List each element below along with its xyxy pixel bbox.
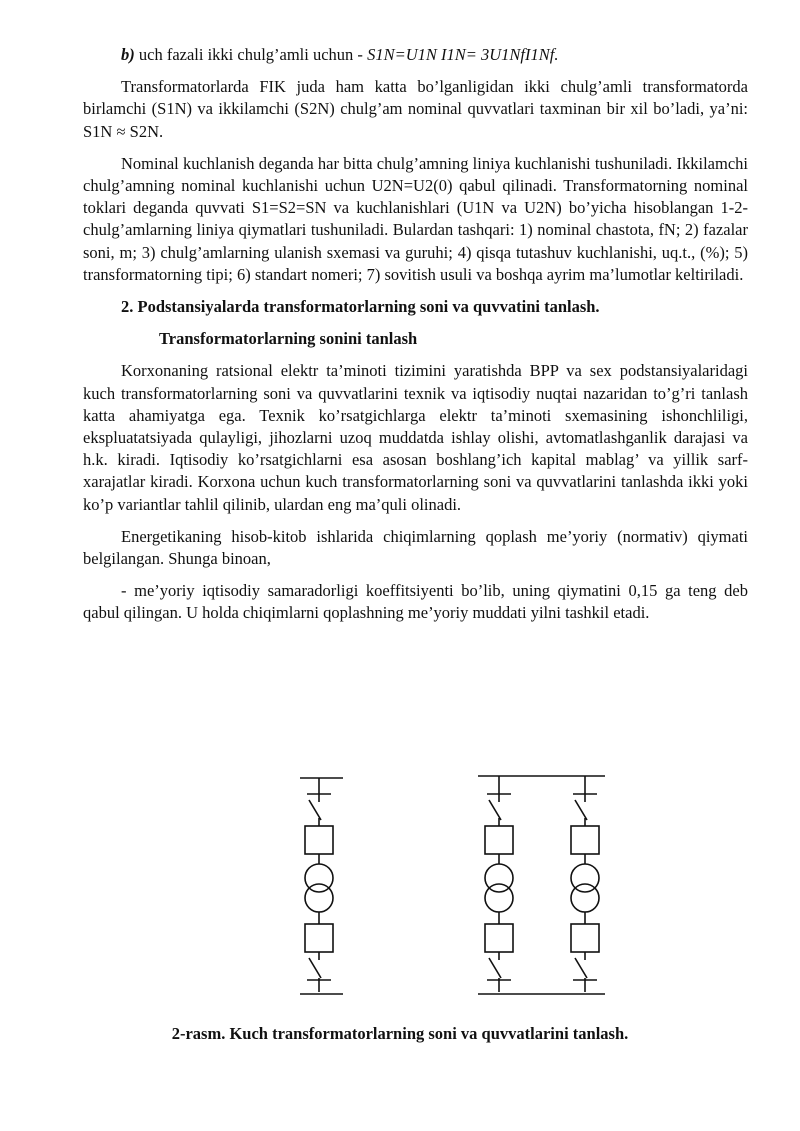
section-heading: 2. Podstansiyalarda transformatorlarning soni va quvvatini tanlash.	[121, 297, 600, 317]
paragraph-formula	[83, 44, 748, 66]
power-formula: S1N=U1N I1N= 3U1NfI1Nf.	[367, 45, 559, 64]
transformer-schematic	[0, 770, 800, 1010]
paragraph-fik: Transformatorlarda FIK juda ham katta bo’lganligidan ikki chulg’amli transformatorda birlamchi (S1N) va ikkilamchi (S2N) chulg’am nominal quvvatlari taxminan bir xil bo’ladi, ya’ni: S1N ≈ S2N.	[83, 77, 748, 141]
subsection-heading: Transformatorlarning sonini tanlash	[159, 329, 418, 349]
paragraph-normative: Energetikaning hisob-kitob ishlarida chiqimlarning qoplash me’yoriy (normativ) qiymati belgilangan. Shunga binoan,	[83, 526, 748, 569]
figure-transformer-schemes	[0, 770, 800, 1010]
paragraph-selection: Korxonaning ratsional elektr ta’minoti tizimini yaratishda BPP va sex podstansiyalaridagi kuch transformatorlarning soni va quvvatlarini texnik va iqtisodiy nuqtai nazaridan to’g’ri tanlash katta ahamiyatga ega. Texnik ko’rsatgichlarga elektr ta’minoti sxemasining ishonchliligi, ekspluatatsiyada qulayligi, jihozlarni uzoq muddatda ishlay olishi, avtomatlashganlik darajasi va h.k. kiradi. Iqtisodiy ko’rsatgichlarni esa asosan boshlang’ich kapital mablag’ va yillik sarf-xarajatlar kiradi. Korxona uchun kuch transformatorlarning soni va quvvatlarini tanlashda ikki yoki ko’p variantlar tahlil qilinib, ulardan eng ma’quli olinadi.	[83, 361, 748, 514]
figure-caption: 2-rasm. Kuch transformatorlarning soni va quvvatlarini tanlash.	[171, 1024, 629, 1043]
paragraph-nominal-voltage: Nominal kuchlanish deganda har bitta chulg’amning liniya kuchlanishi tushuniladi. Ikkilamchi chulg’amning nominal kuchlanishi uchun U2N=U2(0) qabul qilinadi. Transformatorning nominal toklari deganda quvvati S1=S2=SN va kuchlanishlari (U1N va U2N) bo’yicha hisoblangan 1-2-chulg’amlarning liniya qiymatlari tushuniladi. Bulardan tashqari: 1) nominal chastota, fN; 2) fazalar soni, m; 3) chulg’amlarning ulanish sxemasi va guruhi; 4) qisqa tutashuv kuchlanishi, uq.t., (%); 5) transformatorning tipi; 6) standart nomeri; 7) sovitish usuli va boshqa ayrim ma’lumotlar keltiriladi.	[83, 153, 748, 284]
list-marker-b: b)	[121, 45, 135, 64]
single-transformer-scheme	[300, 778, 343, 994]
paragraph-coefficient: - me’yoriy iqtisodiy samaradorligi koeffitsiyenti bo’lib, uning qiymatini 0,15 ga teng deb qabul qilingan. U holda chiqimlarni qoplashning me’yoriy muddati yilni tashkil etadi.	[83, 581, 748, 623]
double-transformer-scheme	[478, 776, 605, 994]
document-page	[83, 44, 748, 625]
formula-intro: uch fazali ikki chulg’amli uchun -	[134, 45, 368, 64]
